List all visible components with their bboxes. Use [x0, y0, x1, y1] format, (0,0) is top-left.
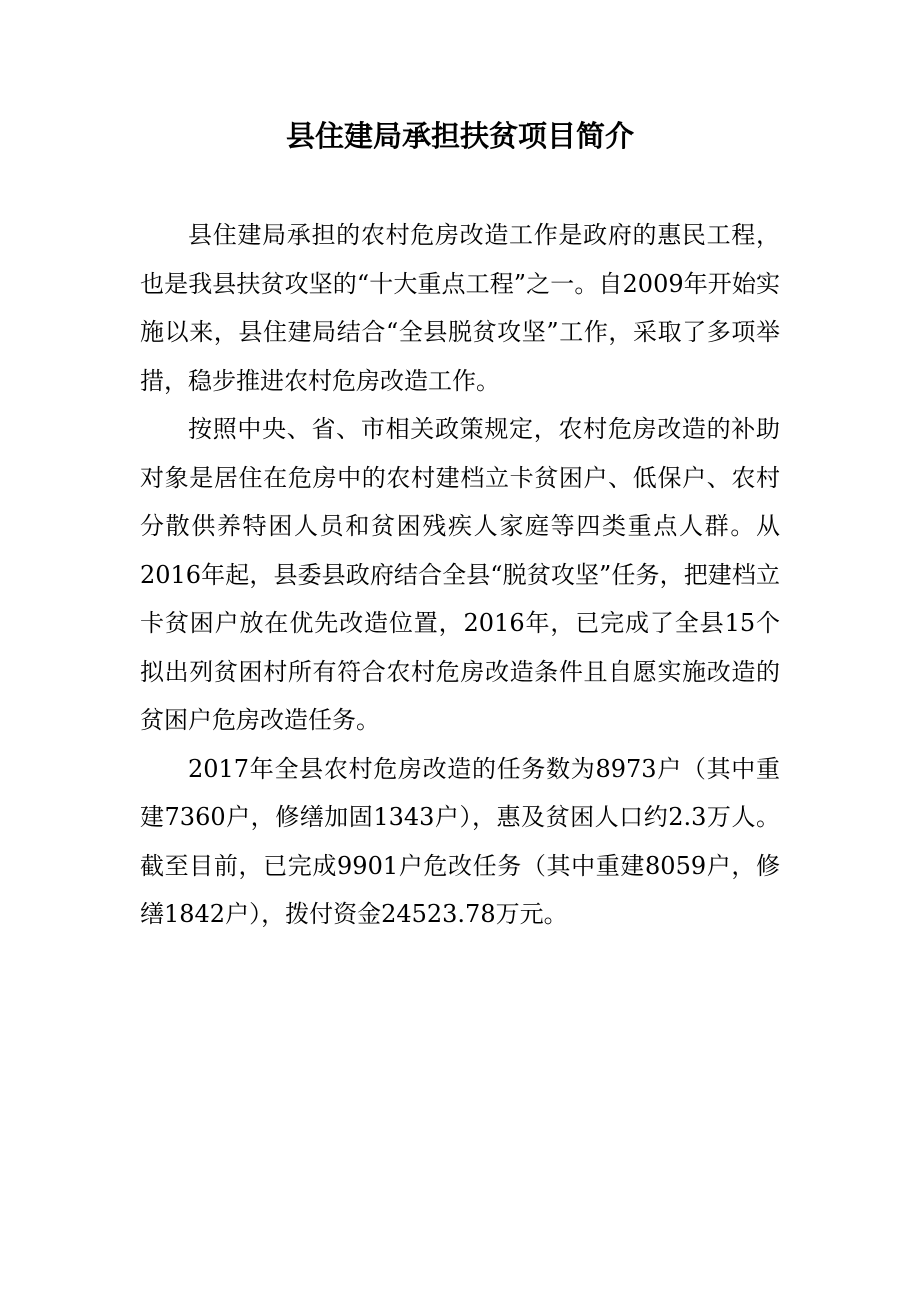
- paragraph-3: 2017年全县农村危房改造的任务数为8973户（其中重建7360户，修缮加固1343户），惠及贫困人口约2.3万人。截至目前，已完成9901户危改任务（其中重建8059户，修缮1842户），拨付资金24523.78万元。: [140, 754, 780, 928]
- document-title: 县住建局承担扶贫项目简介: [285, 119, 634, 153]
- paragraph-1: 县住建局承担的农村危房改造工作是政府的惠民工程，也是我县扶贫攻坚的“十大重点工程”之一。自2009年开始实施以来，县住建局结合“全县脱贫攻坚”工作，采取了多项举措，稳步推进农村危房改造工作。: [140, 221, 780, 395]
- paragraph-2: 按照中央、省、市相关政策规定，农村危房改造的补助对象是居住在危房中的农村建档立卡贫困户、低保户、农村分散供养特困人员和贫困残疾人家庭等四类重点人群。从2016年起，县委县政府结合全县“脱贫攻坚”任务，把建档立卡贫困户放在优先改造位置，2016年，已完成了全县15个拟出列贫困村所有符合农村危房改造条件且自愿实施改造的贫困户危房改造任务。: [140, 415, 780, 734]
- document-body: [140, 211, 780, 939]
